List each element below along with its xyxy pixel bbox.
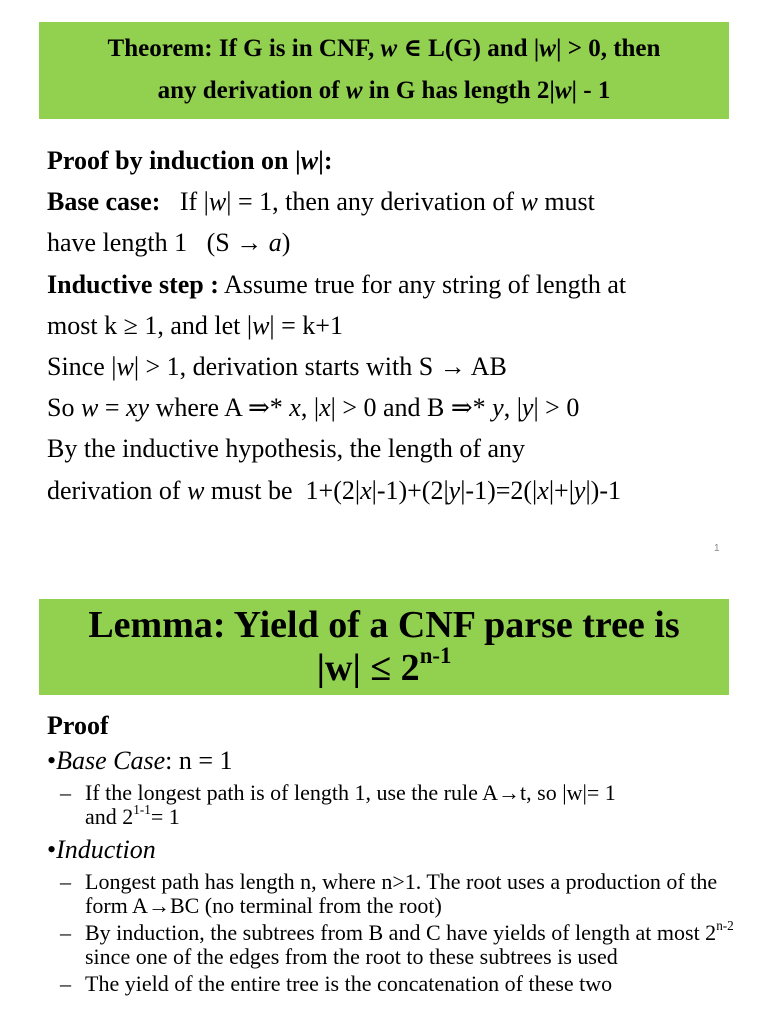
dash-marker: –: [60, 780, 71, 805]
text: since one of the edges from the root to these subtrees is used: [85, 944, 618, 969]
text: w: [380, 35, 398, 62]
text: Since |: [47, 352, 117, 382]
text: w: [116, 352, 134, 382]
text: | = k+1: [269, 310, 343, 340]
text: x: [289, 393, 301, 423]
text: must be 1+(2|: [204, 475, 361, 505]
text: If |: [160, 187, 209, 217]
proof-line-6: [47, 346, 747, 387]
text: |-1)+(2|: [371, 475, 449, 505]
text: w: [345, 77, 363, 104]
base-case-sub-item: [47, 781, 737, 829]
text: a: [268, 228, 282, 258]
text: y: [448, 475, 461, 505]
theorem-banner-line-2: [39, 70, 729, 112]
text: , |: [503, 393, 522, 423]
lemma-banner: [39, 599, 729, 695]
text: | > 0 and B ⇒*: [330, 393, 493, 423]
proof-line-7: [47, 387, 747, 428]
text: If the longest path is of length 1, use the rule A→t, so |w|= 1: [85, 780, 616, 805]
text: |-1)=2(|: [460, 475, 538, 505]
induction-sub-item-2: [47, 918, 737, 969]
text: | > 0, then: [555, 35, 661, 62]
text: | = 1, then any derivation of: [226, 187, 521, 217]
text: y: [573, 475, 586, 505]
text: |:: [318, 146, 333, 175]
slide-lemma: [0, 580, 768, 1024]
base-case-label: Base Case: [56, 746, 166, 775]
text: y: [492, 393, 504, 423]
text: The yield of the entire tree is the concatenation of these two: [85, 971, 613, 996]
lemma-banner-line-1: Lemma: Yield of a CNF parse tree is: [88, 604, 680, 646]
text: w: [208, 187, 227, 217]
text: By the inductive hypothesis, the length of any: [47, 434, 526, 464]
text: w: [187, 475, 205, 505]
text: , |: [300, 393, 320, 423]
proof-line-5: [47, 305, 747, 346]
bullet-marker: •: [47, 835, 57, 864]
text: : n = 1: [165, 746, 233, 775]
text: | - 1: [571, 77, 611, 104]
induction-sub-item-1: [47, 870, 737, 918]
proof-heading: Proof: [47, 711, 109, 740]
proof-line-1: [47, 140, 747, 181]
lemma-body: [47, 708, 737, 996]
induction-bullet: [47, 833, 737, 867]
text: in G has length 2|: [362, 77, 555, 104]
base-case-bullet: [47, 744, 737, 778]
text: y: [521, 393, 534, 423]
text: and 2: [85, 804, 134, 829]
text: w: [554, 77, 572, 104]
text: where A ⇒*: [149, 393, 290, 423]
text: any derivation of: [157, 77, 346, 104]
dash-marker: –: [60, 920, 71, 945]
text: ): [281, 228, 291, 258]
text: x: [537, 475, 549, 505]
proof-line-3: [47, 222, 747, 263]
superscript: 1-1: [133, 802, 151, 818]
text: must: [537, 187, 595, 217]
text: have length 1 (S →: [47, 228, 269, 258]
text: By induction, the subtrees from B and C have yields of length at most 2: [85, 920, 717, 945]
lemma-banner-line-2: [39, 642, 729, 690]
proof-line-9: [47, 470, 747, 511]
page-number: 1: [714, 543, 720, 554]
proof-line-4: [47, 264, 747, 305]
superscript: n-2: [716, 918, 734, 934]
superscript: n-1: [419, 642, 452, 668]
text: x: [360, 475, 372, 505]
text: | > 0: [533, 393, 580, 423]
text: Theorem: If G is in CNF,: [107, 35, 381, 62]
base-case-label: Base case:: [47, 187, 161, 217]
text: |)-1: [585, 475, 621, 505]
text: |w| ≤ 2: [316, 647, 420, 689]
text: | > 1, derivation starts with S → AB: [133, 352, 507, 382]
inductive-step-label: Inductive step :: [47, 269, 219, 299]
text: w: [300, 146, 319, 175]
theorem-banner-line-1: [39, 28, 729, 70]
text: ∈ L(G) and |: [397, 35, 540, 62]
text: w: [520, 187, 538, 217]
text: So: [47, 393, 81, 423]
text: w: [80, 393, 99, 423]
text: derivation of: [47, 475, 188, 505]
proof-line-8: [47, 428, 747, 469]
text: w: [252, 310, 270, 340]
proof-line-2: [47, 181, 747, 222]
dash-marker: –: [60, 971, 71, 996]
text: Proof by induction on |: [47, 146, 301, 175]
induction-sub-item-3: [47, 972, 737, 996]
text: =: [98, 393, 126, 423]
text: Assume true for any string of length at: [218, 269, 627, 299]
proof-body: [47, 140, 747, 511]
induction-label: Induction: [56, 835, 156, 864]
dash-marker: –: [60, 869, 71, 894]
text: Longest path has length n, where n>1. The root uses a production of the form A→BC (no terminal from the root): [85, 869, 718, 918]
text: xy: [125, 393, 150, 423]
text: w: [539, 35, 556, 62]
theorem-banner: [39, 22, 729, 119]
bullet-marker: •: [47, 746, 57, 775]
text: = 1: [150, 804, 180, 829]
text: x: [319, 393, 331, 423]
text: most k ≥ 1, and let |: [47, 310, 253, 340]
text: |+|: [548, 475, 574, 505]
